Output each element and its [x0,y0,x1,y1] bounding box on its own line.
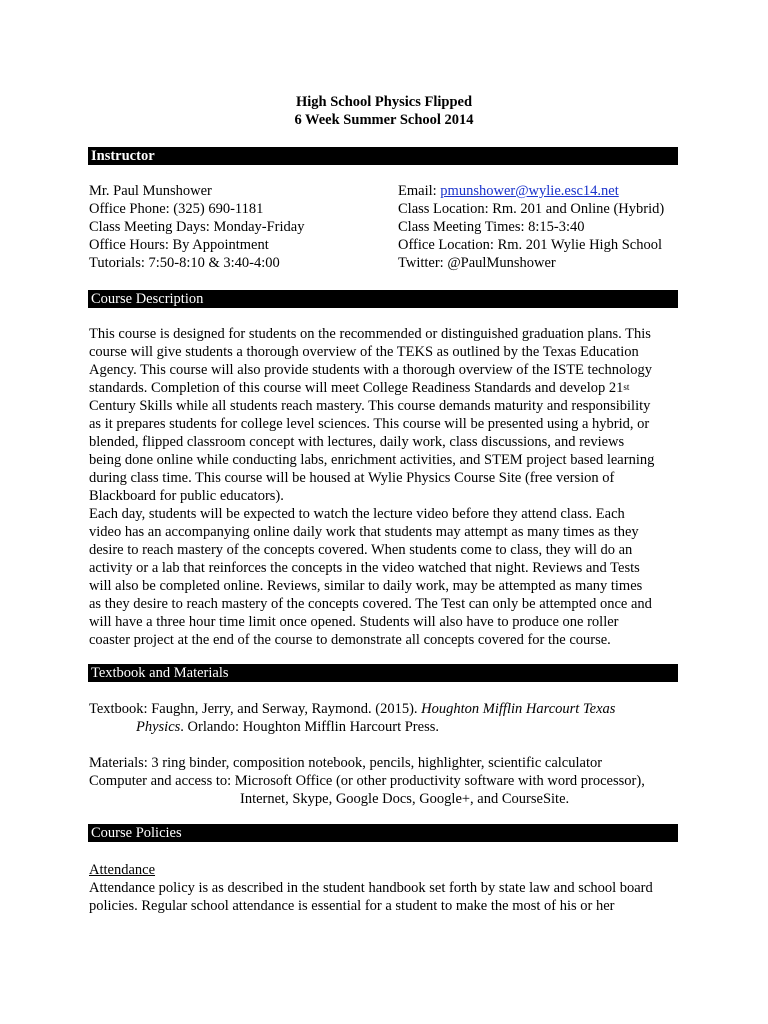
description-paragraph-1 [89,325,684,505]
attendance-heading: Attendance [89,862,156,878]
textbook-title-cont: Physics [136,719,181,735]
tutorials: Tutorials: 7:50-8:10 & 3:40-4:00 [89,255,280,271]
instructor-info-left [89,182,304,272]
section-title: Course Policies [91,825,182,841]
text-line: Century Skills while all students reach mastery. This course demands maturity and responsibility [89,398,651,414]
office-hours: Office Hours: By Appointment [89,237,269,253]
section-title: Course Description [91,291,204,307]
text-line: will have a three hour time limit once opened. Students will also have to produce one roller [89,614,619,630]
superscript: st [623,382,630,392]
meeting-times: Class Meeting Times: 8:15-3:40 [398,219,585,235]
text-line: Agency. This course will also provide students with a thorough overview of the ISTE technology [89,362,652,378]
text-line: as they desire to reach mastery of the concepts covered. The Test can only be attempted once and [89,596,652,612]
description-paragraph-2 [89,505,684,649]
textbook-citation [89,700,684,736]
text-line: policies. Regular school attendance is essential for a student to make the most of his or her [89,898,615,914]
section-header-instructor [88,147,678,165]
text-line: Each day, students will be expected to watch the lecture video before they attend class. Each [89,506,625,522]
textbook-lead: Textbook: Faughn, Jerry, and Serway, Raymond. (2015). [89,701,422,717]
section-title: Textbook and Materials [91,665,229,681]
twitter-handle: Twitter: @PaulMunshower [398,255,556,271]
email-label: Email: [398,183,441,199]
text-line: This course is designed for students on the recommended or distinguished graduation plans. This [89,326,651,342]
text-line [89,718,684,736]
text-line: course will give students a thorough overview of the TEKS as outlined by the Texas Education [89,344,639,360]
text-line: as it prepares students for college level sciences. This course will be presented using a hybrid, or [89,416,650,432]
attendance-policy [89,861,684,915]
text-line: will also be completed online. Reviews, similar to daily work, may be attempted as many times [89,578,643,594]
document-subtitle: 6 Week Summer School 2014 [294,112,474,128]
meeting-days: Class Meeting Days: Monday-Friday [89,219,305,235]
class-location: Class Location: Rm. 201 and Online (Hybrid) [398,201,665,217]
instructor-name: Mr. Paul Munshower [89,183,212,199]
text-line: activity or a lab that reinforces the concepts in the video watched that night. Reviews and Tests [89,560,640,576]
text-line [89,700,684,718]
document-title: High School Physics Flipped [295,94,473,110]
section-header-textbook-materials [88,664,678,682]
text-line: being done online while conducting labs, enrichment activities, and STEM project based learning [89,452,655,468]
office-location: Office Location: Rm. 201 Wylie High School [398,237,662,253]
email-link[interactable]: pmunshower@wylie.esc14.net [440,183,619,199]
text-line: during class time. This course will be housed at Wylie Physics Course Site (free version of [89,470,615,486]
text-line: coaster project at the end of the course to demonstrate all concepts covered for the course. [89,632,611,648]
text-line: blended, flipped classroom concept with lectures, daily work, class discussions, and reviews [89,434,625,450]
section-header-course-description [88,290,678,308]
instructor-info-right [398,182,664,272]
email-line [398,182,664,200]
text-line: Attendance policy is as described in the student handbook set forth by state law and school board [89,880,653,896]
textbook-title: Houghton Mifflin Harcourt Texas [421,701,616,717]
materials-list [89,754,684,808]
computer-line-cont: Internet, Skype, Google Docs, Google+, and CourseSite. [240,791,570,807]
section-header-course-policies [88,824,678,842]
text-line [89,379,684,397]
text-line-part: standards. Completion of this course will meet College Readiness Standards and develop 21 [89,380,624,396]
office-phone: Office Phone: (325) 690-1181 [89,201,264,217]
materials-line: Materials: 3 ring binder, composition notebook, pencils, highlighter, scientific calculator [89,755,603,771]
text-line: Blackboard for public educators). [89,488,284,504]
text-line: desire to reach mastery of the concepts covered. When students come to class, they will do an [89,542,633,558]
text-line: video has an accompanying online daily work that students may attempt as many times as they [89,524,639,540]
computer-line: Computer and access to: Microsoft Office (or other productivity software with word processor), [89,773,645,789]
section-title: Instructor [91,148,155,164]
textbook-publisher: . Orlando: Houghton Mifflin Harcourt Press. [180,719,439,735]
